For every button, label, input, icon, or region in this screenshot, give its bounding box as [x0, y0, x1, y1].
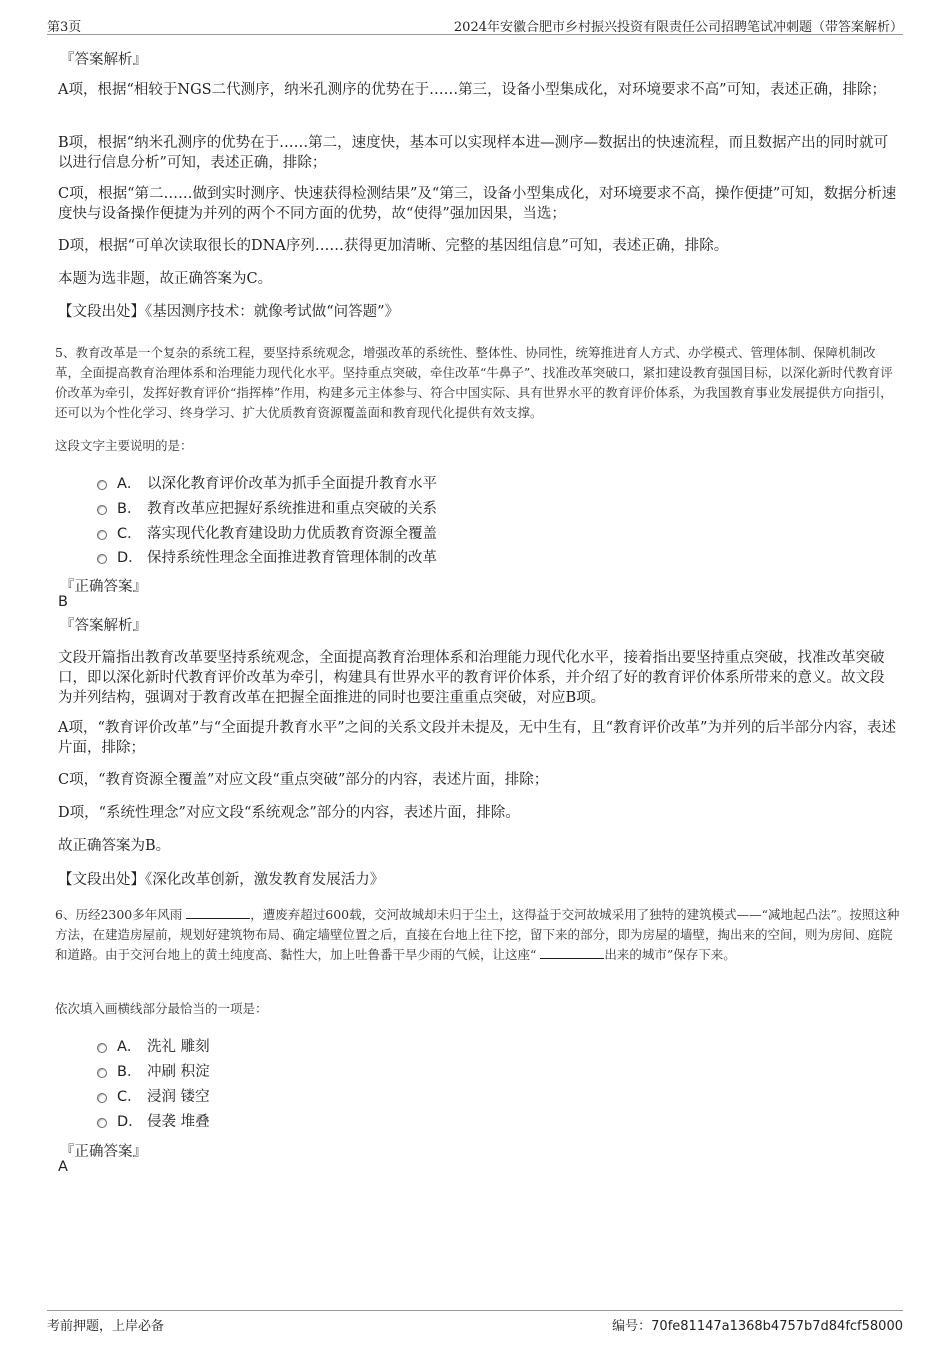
document-title: 2024年安徽合肥市乡村振兴投资有限责任公司招聘笔试冲刺题（带答案解析）	[453, 20, 903, 35]
q4-analysis-c: C项，根据“第二……做到实时测序、快速获得检测结果”及“第三，设备小型集成化，对环境要求不高，操作便捷”可知，数据分析速度快与设备操作便捷为并列的两个不同方面的优势，故“使得”强加因果，当选；	[58, 186, 897, 222]
radio-icon[interactable]	[97, 1093, 107, 1103]
page-number: 第3页	[47, 20, 82, 35]
page-footer	[47, 1310, 903, 1334]
q5-analysis: 文段开篇指出教育改革要坚持系统观念，全面提高教育治理体系和治理能力现代化水平，接着指出要坚持重点突破，找准改革突破口，即以深化新时代教育评价改革为牵引，构建具有世界水平的教育评价体系，并介绍了好的教育评价体系所带来的意义。故文段为并列结构，强调对于教育改革在把握全面推进的同时也要注重重点突破，对应B项。	[58, 650, 885, 706]
option-text: 以深化教育评价改革为抓手全面提升教育水平	[147, 475, 437, 492]
radio-icon[interactable]	[97, 530, 107, 540]
q5-option-a[interactable]	[97, 471, 437, 493]
q6-stem: 6、历经2300多年风雨 ，遭废弃超过600载，交河故城却未归于尘土，这得益于交河故城采用了独特的建筑模式——“减地起凸法”。按照这种方法，在建造房屋前，规划好建筑物布局、确定墙壁位置之后，直接在台地上往下挖，留下来的部分，即为房屋的墙壁，掏出来的空间，则为房间、庭院和道路。由于交河台地上的黄土纯度高、黏性大，加上吐鲁番干旱少雨的气候，让这座“ 出来的城市”保存下来。	[55, 907, 900, 962]
option-text: 教育改革应把握好系统推进和重点突破的关系	[147, 500, 437, 517]
q5-source: 【文段出处】《深化改革创新，激发教育发展活力》	[58, 872, 385, 888]
radio-icon[interactable]	[97, 480, 107, 490]
radio-icon[interactable]	[97, 1068, 107, 1078]
q6-option-a[interactable]	[97, 1034, 210, 1056]
q6-option-d[interactable]	[97, 1109, 210, 1131]
option-letter: C．	[117, 1088, 142, 1105]
q5-correct-label: 『正确答案』	[60, 579, 147, 595]
q6-question: 依次填入画横线部分最恰当的一项是：	[55, 1001, 268, 1016]
q5-option-b[interactable]	[97, 496, 437, 518]
radio-icon[interactable]	[97, 505, 107, 515]
option-letter: D．	[117, 1113, 143, 1130]
q4-analysis-d: D项，根据“可单次读取很长的DNA序列……获得更加清晰、完整的基因组信息”可知，表述正确，排除。	[58, 238, 729, 254]
q6-option-c[interactable]	[97, 1084, 210, 1106]
option-text: 洗礼 雕刻	[147, 1038, 210, 1055]
option-text: 冲刷 积淀	[147, 1063, 210, 1080]
q6-option-b[interactable]	[97, 1059, 210, 1081]
q4-analysis-label: 『答案解析』	[60, 52, 147, 68]
radio-icon[interactable]	[97, 1043, 107, 1053]
q6-correct-label: 『正确答案』	[60, 1144, 147, 1160]
option-letter: B．	[117, 500, 142, 517]
q5-conclusion: 故正确答案为B。	[58, 838, 171, 854]
q6-correct-answer: A	[58, 1159, 68, 1175]
q5-analysis-c: C项，“教育资源全覆盖”对应文段“重点突破”部分的内容，表述片面，排除；	[58, 772, 549, 788]
radio-icon[interactable]	[97, 554, 107, 564]
page-header	[47, 14, 903, 35]
option-text: 保持系统性理念全面推进教育管理体制的改革	[147, 549, 437, 566]
option-letter: A．	[117, 1038, 142, 1055]
q5-option-c[interactable]	[97, 521, 437, 543]
q5-question: 这段文字主要说明的是：	[55, 438, 193, 453]
option-text: 落实现代化教育建设助力优质教育资源全覆盖	[147, 525, 437, 542]
q4-analysis-a: A项，根据“相较于NGS二代测序，纳米孔测序的优势在于……第三，设备小型集成化，对环境要求不高”可知，表述正确，排除；	[58, 82, 886, 98]
q5-correct-answer: B	[58, 594, 68, 610]
option-letter: A．	[117, 475, 142, 492]
fill-blank-2[interactable]	[540, 946, 604, 959]
option-letter: C．	[117, 525, 142, 542]
q5-option-d[interactable]	[97, 545, 437, 567]
q4-conclusion: 本题为选非题，故正确答案为C。	[58, 271, 273, 287]
radio-icon[interactable]	[97, 1118, 107, 1128]
q4-source: 【文段出处】《基因测序技术：就像考试做“问答题”》	[58, 304, 400, 320]
fill-blank-1[interactable]	[186, 906, 250, 919]
option-letter: B．	[117, 1063, 142, 1080]
footer-serial: 编号：70fe81147a1368b4757b7d84fcf58000	[612, 1319, 903, 1334]
q4-analysis-b: B项，根据“纳米孔测序的优势在于……第二，速度快，基本可以实现样本进—测序—数据出的快速流程，而且数据产出的同时就可以进行信息分析”可知，表述正确，排除；	[58, 135, 889, 171]
q5-analysis-a: A项，“教育评价改革”与“全面提升教育水平”之间的关系文段并未提及，无中生有，且“教育评价改革”为并列的后半部分内容，表述片面，排除；	[58, 720, 896, 756]
q5-analysis-label: 『答案解析』	[60, 618, 147, 634]
option-text: 侵袭 堆叠	[147, 1113, 210, 1130]
footer-slogan: 考前押题，上岸必备	[47, 1319, 165, 1334]
option-letter: D．	[117, 549, 143, 566]
q5-analysis-d: D项，“系统性理念”对应文段“系统观念”部分的内容，表述片面，排除。	[58, 805, 520, 821]
option-text: 浸润 镂空	[147, 1088, 210, 1105]
q5-stem: 5、教育改革是一个复杂的系统工程，要坚持系统观念，增强改革的系统性、整体性、协同性，统筹推进育人方式、办学模式、管理体制、保障机制改革，全面提高教育治理体系和治理能力现代化水平。坚持重点突破，牵住改革“牛鼻子”、找准改革突破口，紧扣建设教育强国目标，以深化新时代教育评价改革为牵引，发挥好教育评价“指挥棒”作用，构建多元主体参与、符合中国实际、具有世界水平的教育评价体系，为我国教育事业发展提供方向指引，还可以为个性化学习、终身学习、扩大优质教育资源覆盖面和教育现代化提供有效支撑。	[55, 345, 893, 420]
